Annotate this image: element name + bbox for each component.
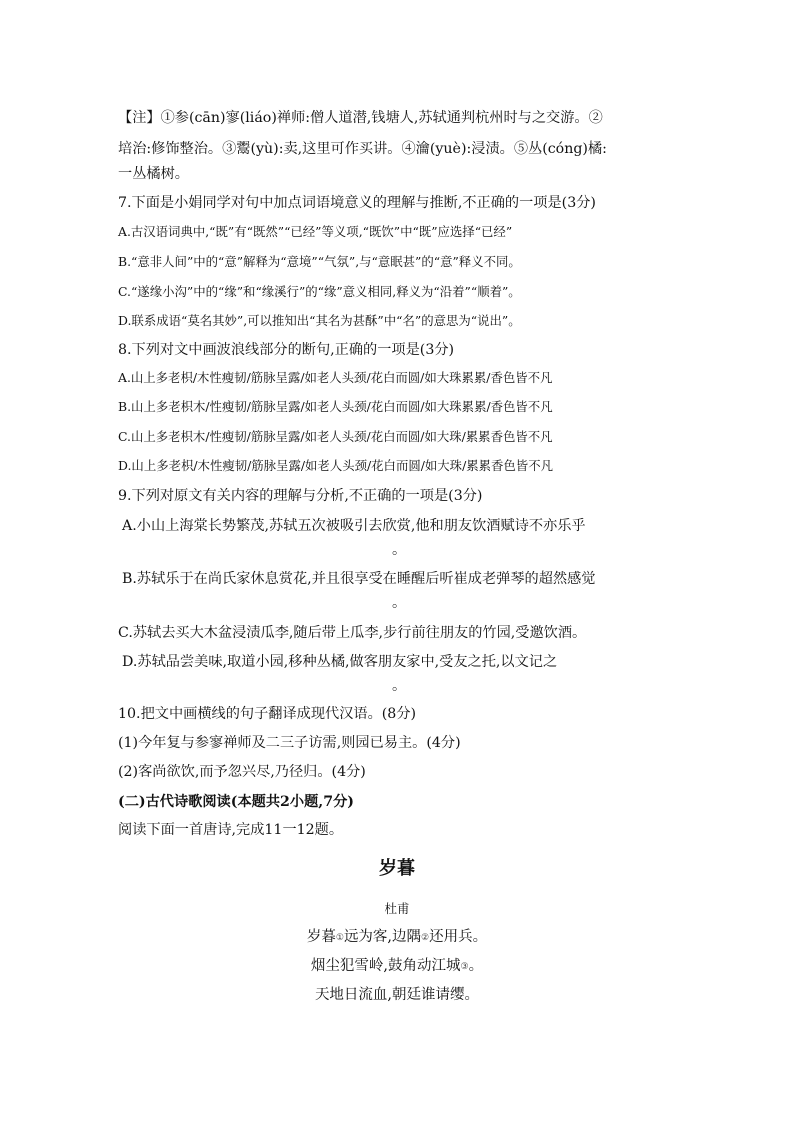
q7-option-b: B.“意非人间”中的“意”解释为“意境”“气氛”,与“意眠甚”的“意”释义不同。 — [118, 254, 521, 269]
q10-sentence-2: (2)客尚欲饮,而予忽兴尽,乃径归。(4分) — [118, 764, 366, 780]
q8-option-c: C.山上多老枳木/性瘦韧/筋脉呈露/如老人头颈/花白而圆/如大珠/累累香色皆不凡 — [118, 429, 553, 444]
q8-option-d: D.山上多老枳/木性瘦韧/筋脉呈露/如老人头颈/花白而圆/如大珠/累累香色皆不凡 — [118, 458, 553, 473]
q9-option-b-end: 。 — [392, 595, 407, 611]
footnote-marker-1: ① — [335, 933, 344, 943]
q7-stem: 7.下面是小娟同学对句中加点词语境意义的理解与推断,不正确的一项是(3分) — [118, 195, 596, 211]
q9-option-c: C.苏轼去买大木盆浸渍瓜李,随后带上瓜李,步行前往朋友的竹园,受邀饮酒。 — [118, 625, 587, 641]
q8-option-b: B.山上多老枳木/性瘦韧/筋脉呈露/如老人头颈/花白而圆/如大珠累累/香色皆不凡 — [118, 399, 553, 414]
poem-line-3: 天地日流血,朝廷谁请缨。 — [314, 987, 480, 1003]
q9-option-b: B.苏轼乐于在尚氏家休息赏花,并且很享受在睡醒后听崔成老弹琴的超然感觉 — [122, 571, 596, 587]
poem-line-2: 烟尘犯雪岭,鼓角动江城③。 — [310, 958, 484, 974]
section-heading: (二)古代诗歌阅读(本题共2小题,7分) — [118, 794, 354, 810]
note-line-2: 培治:修饰整治。③鬻(yù):卖,这里可作买讲。④瀹(yuè):浸渍。⑤丛(cóng)橘: — [118, 141, 607, 157]
note-line-1: 【注】①参(cān)寥(liáo)禅师:僧人道潜,钱塘人,苏轼通判杭州时与之交游。② — [118, 110, 603, 126]
q9-option-a: A.小山上海棠长势繁茂,苏轼五次被吸引去欣赏,他和朋友饮酒赋诗不亦乐乎 — [122, 518, 586, 534]
poem-line-1: 岁暮①远为客,边隅②还用兵。 — [306, 929, 488, 945]
poem-title: 岁暮 — [379, 858, 415, 879]
q8-stem: 8.下列对文中画波浪线部分的断句,正确的一项是(3分) — [118, 342, 455, 358]
q10-sentence-1: (1)今年复与参寥禅师及二三子访需,则园已易主。(4分) — [118, 735, 461, 751]
note-line-3: 一丛橘树。 — [118, 166, 189, 182]
footnote-marker-2: ② — [421, 933, 430, 943]
q9-option-d-end: 。 — [392, 678, 407, 694]
q9-option-a-end: 。 — [392, 542, 407, 558]
q10-stem: 10.把文中画横线的句子翻译成现代汉语。(8分) — [118, 706, 417, 722]
q8-option-a: A.山上多老枳/木性瘦韧/筋脉呈露/如老人头颈/花白而圆/如大珠累累/香色皆不凡 — [118, 370, 553, 385]
poem-author: 杜甫 — [384, 901, 410, 916]
q7-option-c: C.“遂缘小沟”中的“缘”和“缘溪行”的“缘”意义相同,释义为“沿着”“顺着”。 — [118, 284, 521, 299]
q7-option-a: A.古汉语词典中,“既”有“既然”“已经”等义项,“既饮”中“既”应选择“已经” — [118, 224, 513, 239]
q9-stem: 9.下列对原文有关内容的理解与分析,不正确的一项是(3分) — [118, 488, 483, 504]
section-instruction: 阅读下面一首唐诗,完成11一12题。 — [118, 822, 344, 838]
footnote-marker-3: ③ — [460, 962, 469, 972]
q9-option-d: D.苏轼品尝美味,取道小园,移种丛橘,做客朋友家中,受友之托,以文记之 — [122, 654, 558, 670]
q7-option-d: D.联系成语“莫名其妙”,可以推知出“其名为甚酥”中“名”的意思为“说出”。 — [118, 313, 521, 328]
